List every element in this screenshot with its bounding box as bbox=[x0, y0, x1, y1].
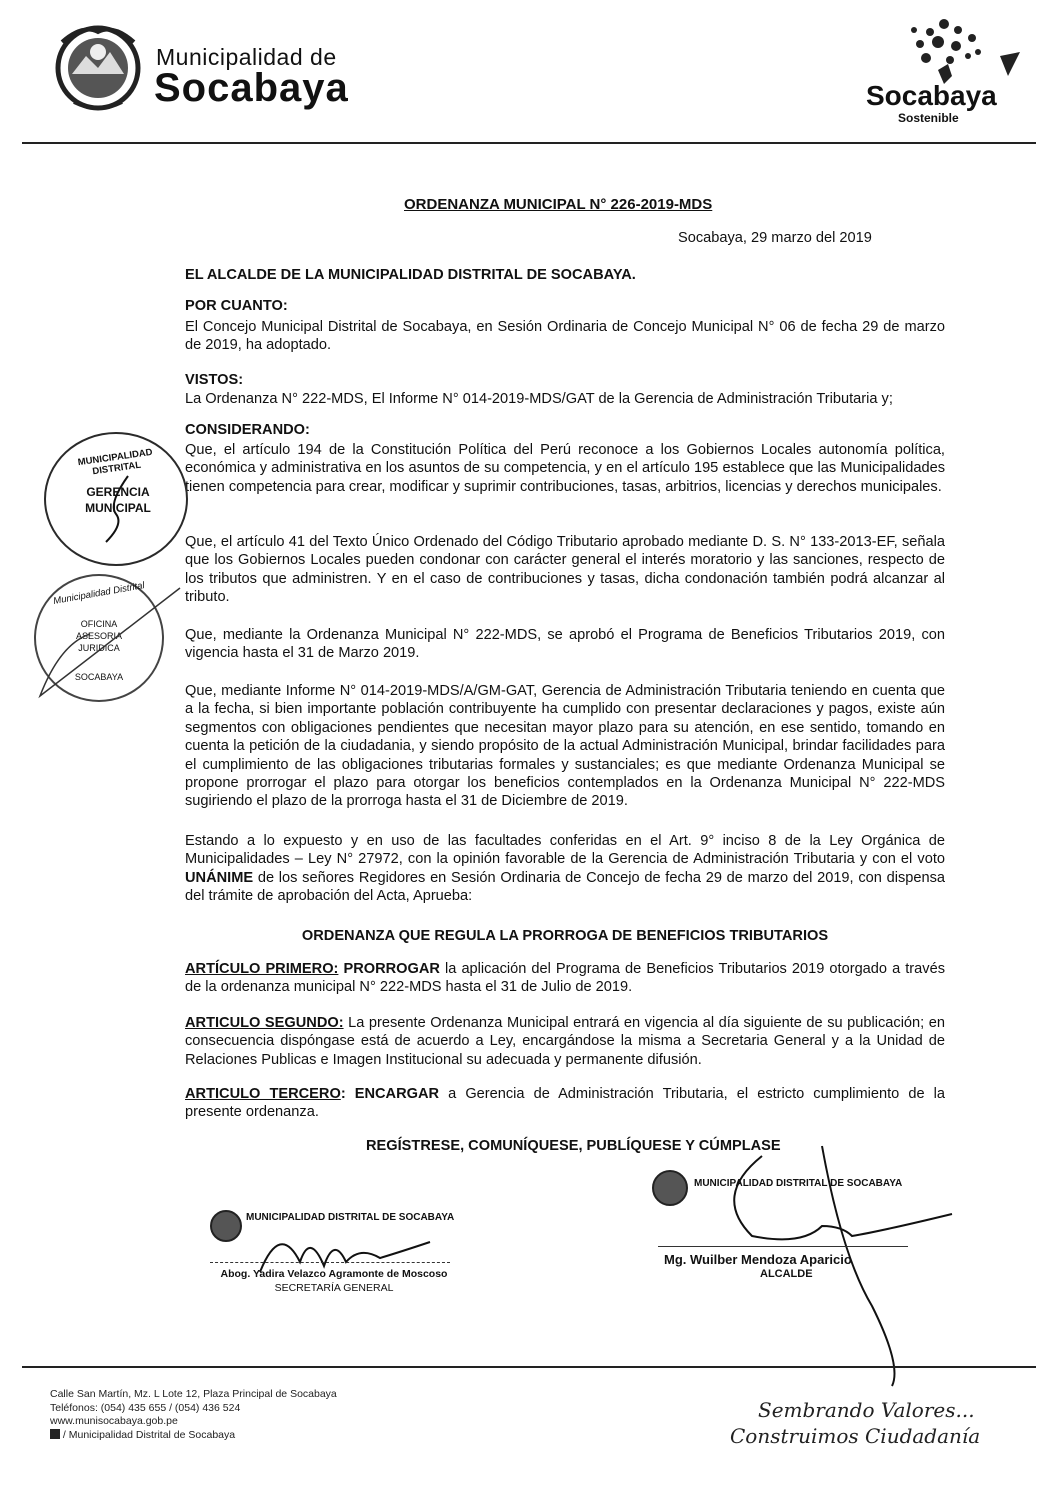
secretary-stamp-text: MUNICIPALIDAD DISTRITAL DE SOCABAYA bbox=[246, 1212, 455, 1223]
article-3 bbox=[185, 1085, 945, 1122]
header-divider bbox=[22, 142, 1036, 144]
gerencia-municipal-stamp bbox=[44, 432, 188, 566]
mayor-name: Mg. Wuilber Mendoza Aparicio bbox=[664, 1252, 852, 1267]
asesoria-stamp-bottom-text: SOCABAYA bbox=[74, 672, 124, 682]
secretary-dotted-line bbox=[210, 1262, 450, 1263]
footer-facebook-text: / Municipalidad Distrital de Socabaya bbox=[62, 1428, 236, 1441]
article-3-text: a Gerencia de Administración Tributaria, el estricto cumplimiento de la presente ordenanza. bbox=[185, 1086, 945, 1121]
slogan-line-2: Construimos Ciudadanía bbox=[730, 1424, 981, 1448]
facebook-icon bbox=[50, 1429, 60, 1439]
socabaya-sostenible-logo bbox=[860, 12, 1040, 134]
article-3-verb: ENCARGAR bbox=[354, 1086, 440, 1102]
vistos-text: La Ordenanza N° 222-MDS, El Informe N° 014-2019-MDS/GAT de la Gerencia de Administración Tributaria y; bbox=[185, 391, 893, 407]
asesoria-stamp-outer-text: Municipalidad Distrital bbox=[52, 580, 146, 607]
considerando-paragraph-3: Que, mediante la Ordenanza Municipal N° 222-MDS, se aprobó el Programa de Beneficios Tributarios 2019, con vigencia hasta el 31 de Marzo 2019. bbox=[185, 627, 945, 662]
article-3-colon: : bbox=[340, 1086, 346, 1102]
closing-formula: REGÍSTRESE, COMUNÍQUESE, PUBLÍQUESE Y CÚMPLASE bbox=[366, 1138, 781, 1154]
considerando-paragraph-4: Que, mediante Informe N° 014-2019-MDS/A/GM-GAT, Gerencia de Administración Tributaria teniendo en cuenta que a la fecha, si bien importante población contribuyente ha cumplido con presentar declaraciones y pagos, existe aún segmentos con obligaciones pendientes que necesitan mayor plazo para su atención, en ese sentido, tomando en cuenta la petición de la ciudadania, y siendo propósito de la actual Administración Municipal, brindar facilidades para el cumplimiento de las obligaciones tributarias formales y sustanciales; es que mediante Ordenanza Municipal se propone prorrogar el plazo para otorgar los beneficios contemplados en la Ordenanza Municipal N° 222-MDS sugiriendo el plazo de la prorroga hasta el 31 de Diciembre de 2019. bbox=[185, 683, 945, 810]
footer-phones: Teléfonos: (054) 435 655 / (054) 436 524 bbox=[50, 1401, 241, 1414]
municipality-name-big: Socabaya bbox=[154, 66, 349, 110]
gerencia-stamp-inner-text: GERENCIA MUNICIPAL bbox=[85, 485, 151, 515]
asesoria-stamp-inner-text: OFICINA ASESORIA JURIDICA bbox=[75, 619, 122, 653]
mayor-signature-block bbox=[652, 1166, 952, 1396]
article-1-text: la aplicación del Programa de Beneficios Tributarios 2019 otorgado a través de la ordenanza municipal N° 222-MDS hasta el 31 de Julio de 2019. bbox=[185, 961, 945, 996]
right-logo-subtext: Sostenible bbox=[898, 111, 959, 125]
gerencia-stamp-outer-text: MUNICIPALIDAD DISTRITAL bbox=[77, 446, 154, 478]
article-2 bbox=[185, 1014, 945, 1069]
estando-text-bold: UNÁNIME bbox=[185, 869, 254, 886]
mayor-stamp-text: MUNICIPALIDAD DISTRITAL DE SOCABAYA bbox=[694, 1178, 903, 1189]
document-title: ORDENANZA MUNICIPAL N° 226-2019-MDS bbox=[404, 196, 713, 213]
vistos-heading: VISTOS: bbox=[185, 372, 244, 388]
secretary-seal-icon bbox=[210, 1210, 242, 1242]
estando-text-before: Estando a lo expuesto y en uso de las facultades conferidas en el Art. 9° inciso 8 de la Ley Orgánica de Municipalidades – Ley N° 27972, con la opinión favorable de la Gerencia de Administración Tributaria y con el voto bbox=[185, 833, 945, 868]
article-3-label: ARTICULO TERCERO bbox=[185, 1086, 341, 1102]
considerando-paragraph-1: Que, el artículo 194 de la Constitución Política del Perú reconoce a los Gobiernos Locales autonomía política, económica y administrativa en los asuntos de su competencia, y en el artículo 195 establece que las Municipalidades tienen competencia para crear, modificar y suprimir contribuciones, tasas, arbitrios, licencias y derechos municipales. bbox=[185, 442, 945, 495]
mayor-role: ALCALDE bbox=[760, 1268, 813, 1280]
footer-facebook bbox=[50, 1429, 337, 1443]
estando-paragraph bbox=[185, 832, 945, 906]
article-1-verb: PRORROGAR bbox=[343, 961, 440, 977]
article-2-label: ARTICULO SEGUNDO: bbox=[185, 1015, 344, 1031]
article-1 bbox=[185, 960, 945, 997]
gerencia-signature-scribble bbox=[98, 474, 138, 544]
right-logo-text: Socabaya bbox=[866, 80, 997, 111]
footer-web[interactable]: www.munisocabaya.gob.pe bbox=[50, 1415, 178, 1428]
asesoria-juridica-stamp bbox=[34, 574, 164, 702]
secretary-name: Abog. Yadira Velazco Agramonte de Moscoso bbox=[220, 1268, 448, 1280]
por-cuanto-heading: POR CUANTO: bbox=[185, 298, 288, 314]
municipality-seal-logo bbox=[52, 22, 144, 114]
secretary-signature-block bbox=[210, 1198, 460, 1308]
alcalde-line: EL ALCALDE DE LA MUNICIPALIDAD DISTRITAL DE SOCABAYA. bbox=[185, 267, 636, 283]
article-2-text: La presente Ordenanza Municipal entrará en vigencia al día siguiente de su publicación; en consecuencia dispóngase está de acuerdo a Ley, encargándose la misma a Secretaria General y a la Unidad de Relaciones Publicas e Imagen Institucional su adecuada y permanente difusión. bbox=[185, 1015, 945, 1068]
estando-text-after: de los señores Regidores en Sesión Ordinaria de Concejo de fecha 29 de marzo del 2019, con dispensa del trámite de aprobación del Acta, Aprueba: bbox=[185, 869, 946, 905]
slogan-line-1: Sembrando Valores... bbox=[758, 1398, 975, 1422]
footer-contact bbox=[50, 1388, 337, 1442]
mayor-seal-icon bbox=[652, 1170, 688, 1206]
por-cuanto-text: El Concejo Municipal Distrital de Socabaya, en Sesión Ordinaria de Concejo Municipal N° 06 de fecha 29 de marzo de 2019, ha adoptado. bbox=[185, 319, 945, 354]
ordenanza-title: ORDENANZA QUE REGULA LA PRORROGA DE BENEFICIOS TRIBUTARIOS bbox=[301, 928, 829, 944]
document-date: Socabaya, 29 marzo del 2019 bbox=[678, 230, 872, 246]
considerando-paragraph-2: Que, el artículo 41 del Texto Único Ordenado del Código Tributario aprobado mediante D. S. N° 133-2013-EF, señala que los Gobiernos Locales pueden condonar con carácter general el interés moratorio y las sanciones, respecto de los tributos que administren. Y en el caso de contribuciones y tasas, dicha condonación también podrá alcanzar al tributo. bbox=[185, 534, 945, 606]
footer-divider bbox=[22, 1366, 1036, 1368]
footer-address: Calle San Martín, Mz. L Lote 12, Plaza Principal de Socabaya bbox=[50, 1388, 337, 1400]
municipality-name-small: Municipalidad de bbox=[156, 44, 337, 70]
secretary-role: SECRETARÍA GENERAL bbox=[274, 1282, 394, 1294]
mayor-signature-line bbox=[658, 1246, 908, 1247]
article-1-label: ARTÍCULO PRIMERO: bbox=[185, 961, 339, 977]
considerando-heading: CONSIDERANDO: bbox=[185, 422, 310, 438]
asesoria-signature-scribble bbox=[30, 584, 190, 704]
